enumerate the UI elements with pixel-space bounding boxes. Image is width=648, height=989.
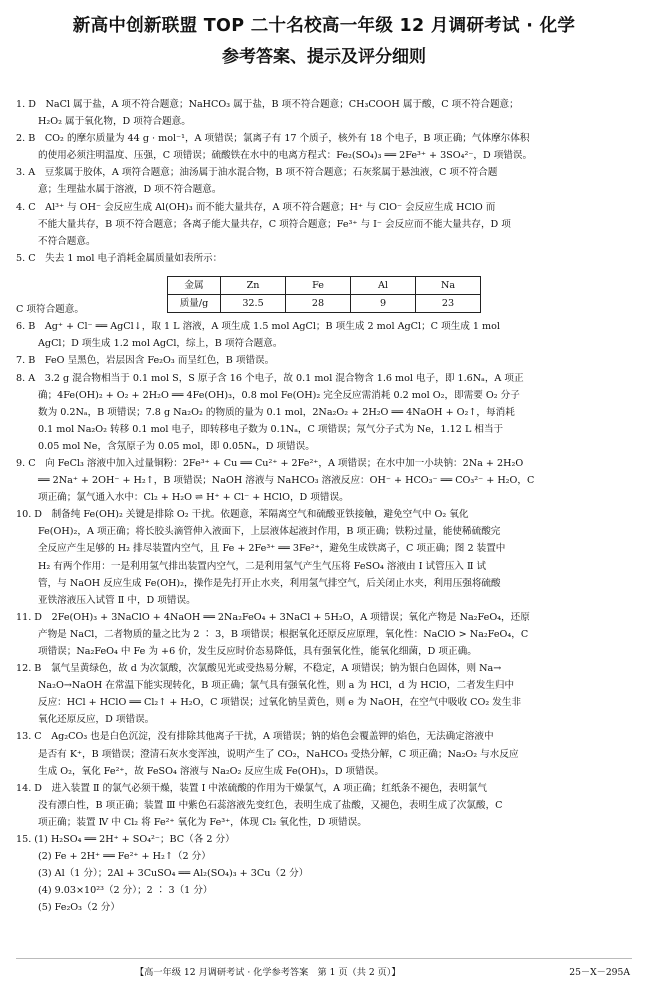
answer-line: 10. D 制备纯 Fe(OH)₂ 关键是排除 O₂ 干扰。依题意，苯隔离空气和硫酸亚铁接触，避免空气中 O₂ 氧化 [16, 509, 469, 521]
answer-line: AgCl；D 项生成 1.2 mol AgCl，综上，B 项符合题意。 [38, 338, 283, 350]
metal-row-header: 金属 [168, 277, 221, 295]
answer-line: 6. B Ag⁺ + Cl⁻ ══ AgCl↓，取 1 L 溶液，A 项生成 1.5 mol AgCl；B 项生成 2 mol AgCl；C 项生成 1 mol [16, 321, 500, 333]
answer-line: 0.05 mol Ne，含氖原子为 0.05 mol，即 0.05Nₐ，D 项错误。 [38, 440, 315, 452]
metal-cell: Fe [286, 277, 351, 295]
answer-line: 1. D NaCl 属于盐，A 项不符合题意；NaHCO₃ 属于盐，B 项不符合题意；CH₃COOH 属于酸，C 项不符合题意； [16, 99, 519, 110]
answer-line: 5. C 失去 1 mol 电子消耗金属质量如表所示： [16, 252, 223, 264]
answer-line: 生成 O₂，氧化 Fe²⁺，故 FeSO₄ 溶液与 Na₂O₂ 反应生成 Fe(OH)₃，D 项错误。 [38, 765, 384, 777]
answer-line: 项错误；Na₂FeO₄ 中 Fe 为 +6 价，发生反应时价态易降低，具有强氧化性，能氧化细菌，D 项正确。 [38, 646, 477, 657]
answer-line: 反应：HCl + HClO ══ Cl₂↑ + H₂O，C 项错误；过氧化钠呈黄色，则 e 为 NaOH，在空气中吸收 CO₂ 发生非 [38, 697, 522, 709]
answer-line: H₂ 有两个作用：一是利用氢气排出装置内空气，二是利用氢气产生气压将 FeSO₄ 溶液由 Ⅰ 试管压入 Ⅱ 试 [38, 560, 487, 572]
answer-line: (3) Al（1 分）；2Al + 3CuSO₄ ══ Al₂(SO₄)₃ + 3Cu（2 分） [38, 868, 309, 880]
metal-cell: Zn [221, 277, 286, 295]
footer-rule [16, 958, 632, 959]
answer-line: 亚铁溶液压入试管 Ⅱ 中，D 项错误。 [38, 594, 196, 606]
answer-line: 管，与 NaOH 反应生成 Fe(OH)₂，操作是先打开止水夹，利用氢气排空气，后关闭止水夹，利用压强将硫酸 [38, 577, 501, 589]
answer-line: 项正确；氯气通入水中：Cl₂ + H₂O ⇌ H⁺ + Cl⁻ + HClO，D 项错误。 [38, 492, 349, 504]
mass-cell: 32.5 [221, 295, 286, 313]
answer-line: 意；生理盐水属于溶液，D 项不符合题意。 [38, 184, 222, 196]
answer-line: 15. (1) H₂SO₄ ══ 2H⁺ + SO₄²⁻；BC（各 2 分） [16, 834, 235, 846]
answer-line: 7. B FeO 呈黑色，岩层因含 Fe₂O₃ 而呈红色，B 项错误。 [16, 355, 275, 367]
answer-line: 数为 0.2Nₐ，B 项错误；7.8 g Na₂O₂ 的物质的量为 0.1 mol，2Na₂O₂ + 2H₂O ══ 4NaOH + O₂↑，每消耗 [38, 406, 515, 418]
answer-line: Na₂O→NaOH 在常温下能实现转化，B 项正确；氯气具有强氧化性，则 a 为 HCl，d 为 HClO，二者发生归中 [38, 680, 515, 692]
mass-row [168, 295, 481, 313]
page-title: 新高中创新联盟 TOP 二十名校高一年级 12 月调研考试 · 化学 [72, 16, 576, 36]
answer-line: 氧化还原反应，D 项错误。 [38, 714, 155, 726]
answer-line: ══ 2Na⁺ + 2OH⁻ + H₂↑，B 项错误；NaOH 溶液与 NaHCO₃ 溶液反应：OH⁻ + HCO₃⁻ ══ CO₃²⁻ + H₂O，C [38, 475, 535, 487]
answer-body [16, 96, 634, 917]
answer-line: 3. A 豆浆属于胶体，A 项符合题意；油汤属于油水混合物，B 项不符合题意；石灰浆属于悬浊液，C 项不符合题 [16, 167, 498, 179]
metal-cell: Al [351, 277, 416, 295]
answer-line: 9. C 向 FeCl₃ 溶液中加入过量铜粉：2Fe³⁺ + Cu ══ Cu²⁺ + 2Fe²⁺，A 项错误；在水中加一小块钠：2Na + 2H₂O [16, 457, 524, 469]
page-subtitle: 参考答案、提示及评分细则 [222, 47, 426, 67]
mass-cell: 23 [416, 295, 481, 313]
answer-line: Fe(OH)₂，A 项正确；将长胶头滴管伸入液面下，上层液体起液封作用，B 项正确；铁粉过量，能使稀硫酸完 [38, 526, 501, 538]
answer-line: 14. D 进入装置 Ⅱ 的氯气必须干燥，装置 Ⅰ 中浓硫酸的作用为干燥氯气，A 项正确；红纸条不褪色，表明氯气 [16, 782, 488, 794]
answer-line: 12. B 氯气呈黄绿色，故 d 为次氯酸，次氯酸见光或受热易分解，不稳定，A 项错误；钠为银白色固体，则 Na→ [16, 663, 502, 675]
footer-page-info: 【高一年级 12 月调研考试 · 化学参考答案 第 1 页（共 2 页）】 [135, 967, 401, 978]
footer-code: 25－X－295A [569, 967, 630, 978]
answer-line: 全反应产生足够的 H₂ 排尽装置内空气，且 Fe + 2Fe³⁺ ══ 3Fe²⁺，避免生成铁离子，C 项正确；图 2 装置中 [38, 543, 506, 555]
answer-line: (4) 9.03×10²³（2 分）；2 ∶ 3（1 分） [38, 885, 213, 897]
answer-line: 确；4Fe(OH)₂ + O₂ + 2H₂O ══ 4Fe(OH)₃，0.8 mol Fe(OH)₂ 完全反应需消耗 0.2 mol O₂，即需要 O₂ 分子 [38, 389, 520, 401]
answer-line: 不能大量共存，B 项不符合题意；各离子能大量共存，C 项符合题意；Fe³⁺ 与 I⁻ 会反应而不能大量共存，D 项 [38, 218, 511, 230]
answer-line: 2. B CO₂ 的摩尔质量为 44 g · mol⁻¹，A 项错误；氯离子有 17 个质子，核外有 18 个电子，B 项正确；气体摩尔体积 [16, 133, 530, 145]
answer-line: 产物是 NaCl，二者物质的量之比为 2 ∶ 3，B 项错误；根据氧化还原反应原理，氧化性：NaClO > Na₂FeO₄，C [38, 628, 529, 640]
mass-row-header: 质量/g [168, 295, 221, 313]
answer-line: (5) Fe₂O₃（2 分） [38, 902, 120, 914]
mass-cell: 9 [351, 295, 416, 313]
answer-line: 8. A 3.2 g 混合物相当于 0.1 mol S，S 原子含 16 个电子，故 0.1 mol 混合物含 1.6 mol 电子，即 1.6Nₐ，A 项正 [16, 372, 524, 384]
metal-mass-table [167, 276, 481, 313]
metal-cell: Na [416, 277, 481, 295]
answer-line: 项正确；装置 Ⅳ 中 Cl₂ 将 Fe²⁺ 氧化为 Fe³⁺，体现 Cl₂ 氧化性，D 项错误。 [38, 816, 367, 828]
answer-line: H₂O₂ 属于氧化物，D 项符合题意。 [38, 116, 191, 128]
answer-line: 是否有 K⁺，B 项错误；澄清石灰水变浑浊，说明产生了 CO₂，NaHCO₃ 受热分解，C 项正确；Na₂O₂ 与水反应 [38, 748, 519, 760]
answer-line: 不符合题意。 [38, 235, 96, 247]
answer-line: 13. C Ag₂CO₃ 也是白色沉淀，没有排除其他离子干扰，A 项错误；钠的焰色会覆盖钾的焰色，无法确定溶液中 [16, 731, 494, 743]
answer-line: C 项符合题意。 [16, 304, 84, 316]
answer-line: 的使用必须注明温度、压强，C 项错误；硫酸铁在水中的电离方程式：Fe₂(SO₄)₃ ══ 2Fe³⁺ + 3SO₄²⁻，D 项错误。 [38, 150, 533, 162]
answer-line: 没有漂白性，B 项正确；装置 Ⅲ 中紫色石蕊溶液先变红色，表明生成了盐酸，又褪色，表明生成了次氯酸，C [38, 799, 503, 811]
answer-line: 0.1 mol Na₂O₂ 转移 0.1 mol 电子，即转移电子数为 0.1Nₐ，C 项错误；氖气分子式为 Ne，1.12 L 相当于 [38, 423, 504, 435]
mass-cell: 28 [286, 295, 351, 313]
answer-line: 11. D 2Fe(OH)₃ + 3NaClO + 4NaOH ══ 2Na₂FeO₄ + 3NaCl + 5H₂O，A 项错误；氧化产物是 Na₂FeO₄，还原 [16, 611, 530, 623]
metal-row [168, 277, 481, 295]
answer-line: 4. C Al³⁺ 与 OH⁻ 会反应生成 Al(OH)₃ 而不能大量共存，A 项不符合题意；H⁺ 与 ClO⁻ 会反应生成 HClO 而 [16, 201, 496, 213]
answer-line: (2) Fe + 2H⁺ ══ Fe²⁺ + H₂↑（2 分） [38, 851, 211, 863]
